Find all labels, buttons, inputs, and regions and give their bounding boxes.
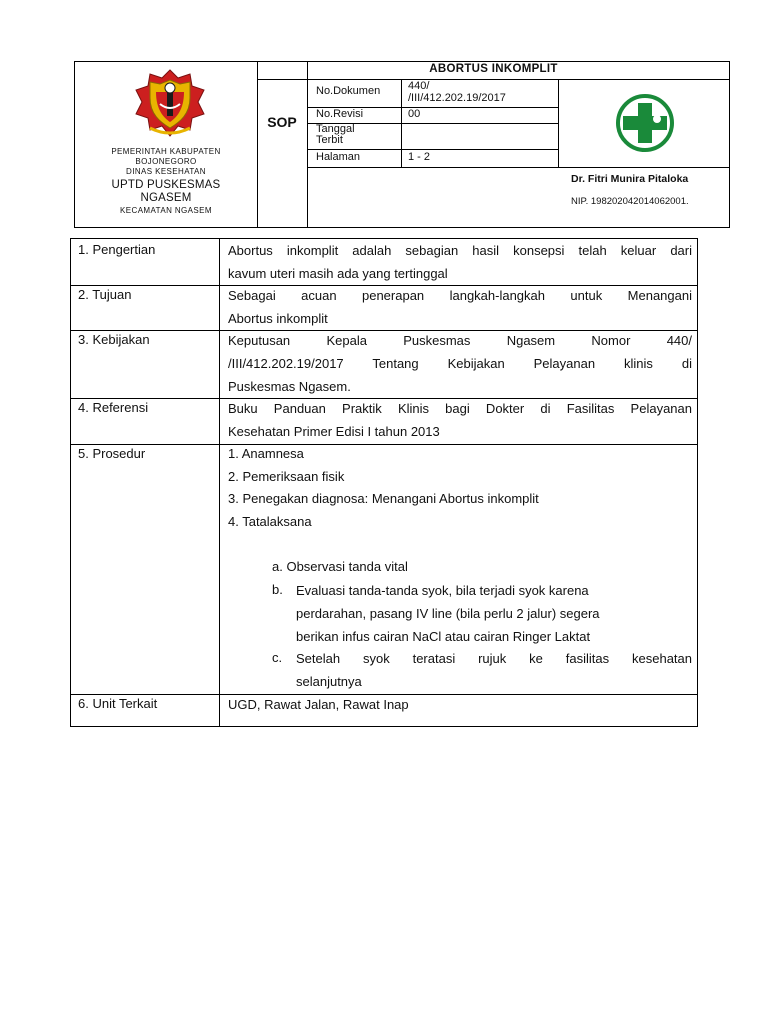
divider [219, 239, 220, 726]
institution-district: KECAMATAN NGASEM [120, 206, 212, 215]
divider [307, 149, 558, 150]
text-line: berikan infus cairan NaCl atau cairan Ringer Laktat [296, 629, 591, 644]
meta-label-page: Halaman [316, 151, 361, 163]
institution-line: BOJONEGORO [135, 157, 197, 166]
procedure-step: 1. Anamnesa [228, 446, 304, 461]
meta-label-doc-number: No.Dokumen [316, 85, 381, 97]
meta-label-issue-date: Terbit [316, 134, 343, 146]
institution-line: DINAS KESEHATAN [126, 167, 206, 176]
text-line: Kesehatan Primer Edisi I tahun 2013 [228, 424, 440, 439]
sop-content-table [70, 238, 698, 727]
procedure-substep-marker: b. [272, 582, 283, 597]
section-label-purpose: 2. Tujuan [78, 287, 132, 302]
meta-value-page: 1 - 2 [408, 151, 431, 163]
text-line: Setelah syok teratasi rujuk ke fasilitas kesehatan [296, 651, 692, 666]
procedure-step: 3. Penegakan diagnosa: Menangani Abortus inkomplit [228, 491, 539, 506]
health-logo [607, 93, 683, 153]
section-text-policy [228, 329, 692, 398]
meta-value-revision: 00 [408, 108, 421, 120]
procedure-substep [296, 647, 692, 693]
sop-header [74, 61, 730, 228]
meta-label-issue-date: Tanggal [316, 123, 355, 135]
text-line: Abortus inkomplit adalah sebagian hasil konsepsi telah keluar dari [228, 243, 692, 258]
divider [558, 79, 559, 167]
section-label-related-units: 6. Unit Terkait [78, 696, 158, 711]
institution-line: PEMERINTAH KABUPATEN [111, 147, 221, 156]
text-line: Abortus inkomplit [228, 311, 328, 326]
text-line: Puskesmas Ngasem. [228, 379, 351, 394]
text-line: UGD, Rawat Jalan, Rawat Inap [228, 697, 409, 712]
meta-value-doc-number: 440/ [408, 80, 430, 92]
section-text-related-units [228, 693, 692, 716]
institution-name: UPTD PUSKESMAS [111, 179, 221, 191]
text-line: perdarahan, pasang IV line (bila perlu 2 jalur) segera [296, 606, 600, 621]
section-text-definition [228, 239, 692, 285]
procedure-substep [296, 579, 692, 648]
text-line: Sebagai acuan penerapan langkah-langkah untuk Menangani [228, 288, 692, 303]
procedure-step: 4. Tatalaksana [228, 514, 312, 529]
procedure-substep: a. Observasi tanda vital [272, 559, 408, 574]
institution-name: NGASEM [140, 192, 192, 204]
text-line: Keputusan Kepala Puskesmas Ngasem Nomor 440/ [228, 333, 692, 348]
text-line: /III/412.202.19/2017 Tentang Kebijakan Pelayanan klinis di [228, 356, 692, 371]
sop-label: SOP [267, 114, 297, 130]
section-text-reference [228, 397, 692, 443]
meta-value-doc-number: /III/412.202.19/2017 [408, 92, 506, 104]
divider [307, 167, 729, 168]
text-line: selanjutnya [296, 674, 362, 689]
section-label-reference: 4. Referensi [78, 400, 149, 415]
doctor-nip: NIP. 198202042014062001. [571, 196, 689, 207]
section-label-procedure: 5. Prosedur [78, 446, 146, 461]
divider [257, 62, 258, 227]
procedure-substep-marker: c. [272, 650, 283, 665]
regency-logo [134, 68, 206, 140]
divider [257, 79, 729, 80]
section-label-policy: 3. Kebijakan [78, 332, 150, 347]
document-title: ABORTUS INKOMPLIT [429, 63, 558, 75]
divider [307, 62, 308, 227]
section-label-definition: 1. Pengertian [78, 242, 156, 257]
section-text-purpose [228, 284, 692, 330]
meta-label-revision: No.Revisi [316, 108, 364, 120]
procedure-step: 2. Pemeriksaan fisik [228, 469, 345, 484]
divider [71, 444, 697, 445]
text-line: kavum uteri masih ada yang tertinggal [228, 266, 448, 281]
text-line: Buku Panduan Praktik Klinis bagi Dokter di Fasilitas Pelayanan [228, 401, 692, 416]
doctor-name: Dr. Fitri Munira Pitaloka [571, 173, 689, 185]
text-line: Evaluasi tanda-tanda syok, bila terjadi syok karena [296, 583, 589, 598]
